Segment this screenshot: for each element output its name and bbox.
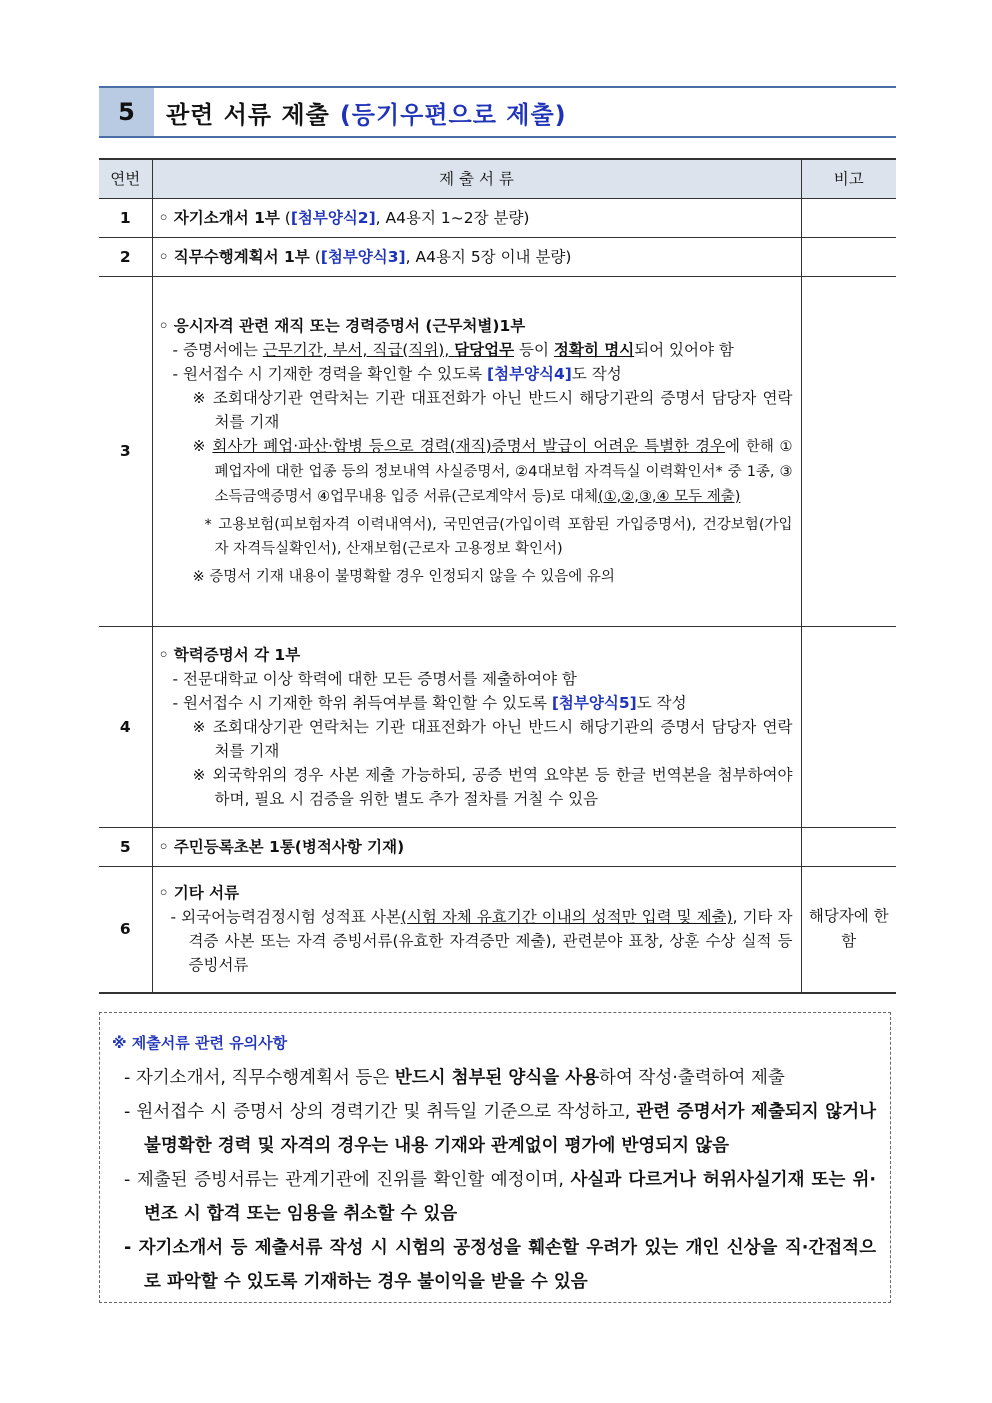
section-subtitle: (등기우편으로 제출) bbox=[339, 100, 567, 129]
text: 사실과 다르거나 허위사실기재 또는 위·변조 시 합격 또는 임용을 취소할 수 있음 bbox=[144, 1170, 876, 1224]
text: 에 bbox=[724, 436, 740, 455]
row-remark: 해당자에 한함 bbox=[801, 866, 896, 993]
text: 등이 bbox=[514, 340, 554, 359]
row-content bbox=[152, 198, 801, 237]
doc-paren: ( bbox=[309, 247, 321, 266]
text: 담당업무 bbox=[454, 340, 515, 359]
header-remark: 비고 bbox=[801, 159, 896, 198]
row-content bbox=[152, 276, 801, 626]
text: (①,②,③,④ 모두 제출) bbox=[598, 488, 741, 505]
row-number: 1 bbox=[99, 198, 152, 237]
doc-note: ※ 조회대상기관 연락처는 기관 대표전화가 아닌 반드시 해당기관의 증명서 담당자 연락처를 기재 bbox=[192, 717, 793, 760]
text: - 원서접수 시 기재한 학위 취득여부를 확인할 수 있도록 bbox=[172, 693, 552, 712]
row-number: 4 bbox=[99, 626, 152, 827]
row-number: 6 bbox=[99, 866, 152, 993]
doc-note: ※ 조회대상기관 연락처는 기관 대표전화가 아닌 반드시 해당기관의 증명서 담당자 연락처를 기재 bbox=[192, 388, 793, 431]
notice-item bbox=[112, 1061, 876, 1095]
doc-title: ◦ 주민등록초본 1통(병적사항 기재) bbox=[158, 837, 405, 856]
text: ※ bbox=[192, 436, 213, 455]
doc-title: ◦ 응시자격 관련 재직 또는 경력증명서 (근무처별)1부 bbox=[158, 316, 526, 335]
table-header-row bbox=[99, 159, 896, 198]
form-reference: [첨부양식5] bbox=[551, 693, 637, 712]
section-title-main: 관련 서류 제출 bbox=[166, 100, 330, 129]
row-content bbox=[152, 827, 801, 866]
form-reference: [첨부양식3] bbox=[320, 247, 406, 266]
doc-title: ◦ 학력증명서 각 1부 bbox=[158, 645, 301, 664]
doc-footnote: * 고용보험(피보험자격 이력내역서), 국민연금(가입이력 포함된 가입증명서), 건강보험(가입자 자격득실확인서), 산재보험(근로자 고용정보 확인서) bbox=[204, 516, 793, 557]
notice-title: ※ 제출서류 관련 유의사항 bbox=[112, 1034, 288, 1052]
row-content bbox=[152, 866, 801, 993]
text: - 원서접수 시 기재한 경력을 확인할 수 있도록 bbox=[172, 364, 488, 383]
row-remark bbox=[801, 237, 896, 276]
table-row bbox=[99, 237, 896, 276]
text: - 증명서에는 bbox=[172, 340, 263, 359]
text: - 자기소개서, 직무수행계획서 등은 bbox=[124, 1068, 395, 1088]
documents-table bbox=[99, 158, 896, 994]
row-content bbox=[152, 626, 801, 827]
table-row bbox=[99, 827, 896, 866]
row-remark bbox=[801, 827, 896, 866]
doc-note: ※ 증명서 기재 내용이 불명확할 경우 인정되지 않을 수 있음에 유의 bbox=[192, 568, 615, 585]
row-number: 3 bbox=[99, 276, 152, 626]
text: 회사가 폐업·파산·합병 등으로 경력(재직)증명서 발급이 어려운 특별한 경우 bbox=[212, 436, 725, 455]
doc-paren: ( bbox=[279, 208, 291, 227]
row-remark bbox=[801, 198, 896, 237]
row-content bbox=[152, 237, 801, 276]
text: 근무기간, 부서, 직급(직위), bbox=[262, 340, 455, 359]
doc-line bbox=[159, 905, 793, 977]
text: (시험 자체 유효기간 이내의 성적만 입력 및 제출) bbox=[400, 908, 733, 927]
doc-line bbox=[159, 362, 793, 386]
header-no: 연번 bbox=[99, 159, 152, 198]
doc-note: ※ 외국학위의 경우 사본 제출 가능하되, 공증 번역 요약본 등 한글 번역본을 첨부하여야 하며, 필요 시 검증을 위한 별도 추가 절차를 거칠 수 있음 bbox=[192, 765, 793, 808]
text: , 기타 자격증 사본 또는 자격 증빙서류(유효한 자격증만 제출), 관련분야 표창, 상훈 수상 실적 등 증빙서류 bbox=[188, 908, 793, 975]
text: - 제출된 증빙서류는 관계기관에 진위를 확인할 예정이며, bbox=[124, 1170, 571, 1190]
table-row bbox=[99, 276, 896, 626]
row-remark bbox=[801, 276, 896, 626]
text: - 원서접수 시 증명서 상의 경력기간 및 취득일 기준으로 작성하고, bbox=[124, 1102, 637, 1122]
row-number: 2 bbox=[99, 237, 152, 276]
text: 도 작성 bbox=[636, 693, 687, 712]
text: 되어 있어야 함 bbox=[634, 340, 734, 359]
form-reference: [첨부양식2] bbox=[290, 208, 376, 227]
doc-detail: , A4용지 1~2장 분량) bbox=[375, 208, 530, 227]
doc-detail: , A4용지 5장 이내 분량) bbox=[405, 247, 572, 266]
section-title bbox=[154, 88, 567, 136]
notice-item bbox=[112, 1163, 876, 1231]
row-remark bbox=[801, 626, 896, 827]
notice-item bbox=[112, 1095, 876, 1163]
doc-line bbox=[159, 338, 793, 362]
table-row bbox=[99, 198, 896, 237]
section-header bbox=[99, 86, 896, 138]
text: 관련 증명서가 제출되지 않거나 불명확한 경력 및 자격의 경우는 내용 기재와 관계없이 평가에 반영되지 않음 bbox=[144, 1102, 876, 1156]
text: 정확히 명시 bbox=[553, 340, 635, 359]
doc-title: ◦ 기타 서류 bbox=[158, 884, 240, 903]
doc-note bbox=[159, 434, 793, 509]
doc-line bbox=[159, 691, 793, 715]
text: 반드시 첨부된 양식을 사용 bbox=[394, 1068, 600, 1088]
form-reference: [첨부양식4] bbox=[487, 364, 572, 383]
text: 하여 작성·출력하여 제출 bbox=[599, 1068, 785, 1088]
doc-line: - 전문대학교 이상 학력에 대한 모든 증명서를 제출하여야 함 bbox=[172, 669, 577, 688]
text: 한해 ①폐업자에 대한 업종 등의 정보내역 사실증명서, ②4대보험 자격득실 이력확인서* 중 1종, ③소득금액증명서 ④업무내용 입증 서류(근로계약서 등)로 대체 bbox=[214, 438, 793, 505]
table-row bbox=[99, 626, 896, 827]
doc-title: ◦ 자기소개서 1부 bbox=[158, 208, 280, 227]
text: - 외국어능력검정시험 성적표 사본 bbox=[170, 908, 401, 927]
header-documents: 제 출 서 류 bbox=[152, 159, 801, 198]
text: 도 작성 bbox=[571, 364, 622, 383]
section-number: 5 bbox=[99, 88, 154, 136]
table-row bbox=[99, 866, 896, 993]
notice-box bbox=[99, 1012, 891, 1303]
row-number: 5 bbox=[99, 827, 152, 866]
notice-item: - 자기소개서 등 제출서류 작성 시 시험의 공정성을 훼손할 우려가 있는 개인 신상을 직·간접적으로 파악할 수 있도록 기재하는 경우 불이익을 받을 수 있음 bbox=[124, 1238, 876, 1292]
doc-title: ◦ 직무수행계획서 1부 bbox=[158, 247, 310, 266]
